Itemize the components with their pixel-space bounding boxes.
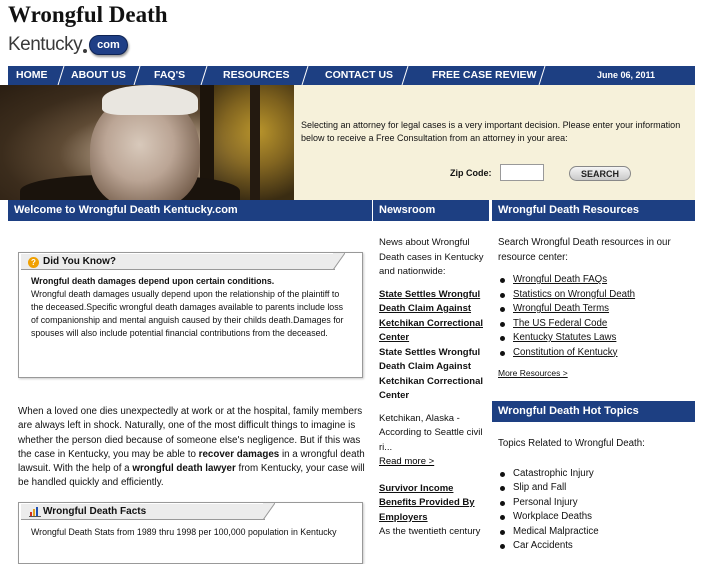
list-item: Workplace Deaths [498,510,695,525]
list-item [498,273,695,288]
did-you-know-title: Did You Know? [43,256,116,267]
nav-about-us[interactable]: ABOUT US [71,69,126,81]
site-title: Wrongful Death [8,2,168,27]
list-item: Medical Malpractice [498,525,695,540]
did-you-know-lead: Wrongful death damages depend upon certain conditions. [31,276,275,286]
recover-damages-text: recover damages [198,448,280,460]
news-story-link[interactable]: Survivor Income Benefits Provided By Employers [379,482,475,523]
logo-pill: com [89,35,128,55]
news-story-title: State Settles Wrongful Death Claim Against Ketchikan Correctional Center [379,346,483,401]
resource-link[interactable]: Wrongful Death FAQs [513,274,608,285]
list-item [498,331,695,346]
nav-separator [301,66,309,85]
intro-text-3: from Kentucky, your case will be handled quickly and efficiently. [18,463,365,489]
news-story-excerpt: Ketchikan, Alaska - According to Seattle civil ri... [379,412,483,453]
list-item [498,302,695,317]
nav-separator [200,66,208,85]
zip-code-label: Zip Code: [450,168,492,178]
nav-contact-us[interactable]: CONTACT US [325,69,394,81]
zip-code-input[interactable] [500,164,544,181]
search-button[interactable]: SEARCH [569,166,631,181]
consultation-text: Selecting an attorney for legal cases is a very important decision. Please enter your information below to receive a Free Consultation from an attorney in your area: [301,120,681,143]
question-icon: ? [28,257,39,268]
site-logo[interactable] [8,33,128,57]
hero-image [0,85,294,200]
resources-list [498,273,695,360]
list-item [498,317,695,332]
news-story-excerpt: As the twentieth century [379,526,481,537]
newsroom-heading: Newsroom [373,200,489,221]
resource-link[interactable]: Wrongful Death Terms [513,303,610,314]
facts-text: Wrongful Death Stats from 1989 thru 1998 per 100,000 population in Kentucky [31,527,337,537]
nav-home[interactable]: HOME [16,69,48,81]
did-you-know-text: Wrongful death damages usually depend upon the relationship of the plaintiff to the deceased.Specific wrongful death damages available to parents include loss of companionship and mental anguish caused by their childs death.Damages for spouses will also include potential financial contributions from the deceased. [31,289,344,339]
tab-corner [333,253,345,270]
logo-word: Kentucky [8,34,83,55]
did-you-know-header [21,254,335,270]
list-item: Catastrophic Injury [498,467,695,482]
nav-separator [401,66,409,85]
nav-separator [57,66,65,85]
intro-text-2: in a wrongful death lawsuit. With the help of a [18,448,365,475]
intro-text-1: When a loved one dies unexpectedly at work or at the hospital, family members are always left in shock. Naturally, one of the most difficult things to imagine is whether the person died because of someone else's negligence. But if this was the case in Kentucky, you may be able to [18,406,363,460]
hot-topics-intro: Topics Related to Wrongful Death: [498,438,645,449]
news-intro: News about Wrongful Death cases in Kentucky and nationwide: [379,237,484,277]
resource-link[interactable]: Constitution of Kentucky [513,346,618,358]
logo-dot [83,49,87,53]
bar-chart-icon [29,507,41,517]
newsroom-column [379,236,485,540]
nav-separator [133,66,141,85]
facts-header [21,504,265,520]
read-more-link[interactable]: Read more > [379,456,435,467]
tab-corner [263,503,275,520]
nav-separator [538,66,546,85]
list-item: Car Accidents [498,539,695,554]
news-story-link[interactable]: State Settles Wrongful Death Claim Against Ketchikan Correctional Center [379,288,483,343]
intro-paragraph [18,405,368,491]
resources-heading: Wrongful Death Resources [492,200,695,221]
hot-topics-column [498,437,695,554]
facts-title: Wrongful Death Facts [43,506,147,517]
wrongful-death-lawyer-text: wrongful death lawyer [132,463,236,475]
resources-intro: Search Wrongful Death resources in our resource center: [498,237,671,263]
list-item [498,346,695,361]
facts-box [18,502,363,564]
resource-link[interactable]: The US Federal Code [513,317,608,329]
resources-column [498,236,695,381]
consultation-panel [294,85,695,200]
more-resources-link[interactable]: More Resources > [498,368,568,378]
list-item: Personal Injury [498,496,695,511]
hot-topics-heading: Wrongful Death Hot Topics [492,401,695,422]
list-item: Slip and Fall [498,481,695,496]
nav-date: June 06, 2011 [597,70,656,80]
resource-link[interactable]: Statistics on Wrongful Death [513,288,636,300]
nav-faqs[interactable]: FAQ'S [154,69,186,81]
resource-link[interactable]: Kentucky Statutes Laws [513,332,617,343]
nav-free-case-review[interactable]: FREE CASE REVIEW [432,69,537,81]
list-item [498,288,695,303]
hot-topics-list [498,467,695,554]
did-you-know-body [31,275,351,340]
welcome-heading: Welcome to Wrongful Death Kentucky.com [8,200,372,221]
did-you-know-box [18,252,363,378]
nav-resources[interactable]: RESOURCES [223,69,290,81]
main-nav [8,66,695,85]
